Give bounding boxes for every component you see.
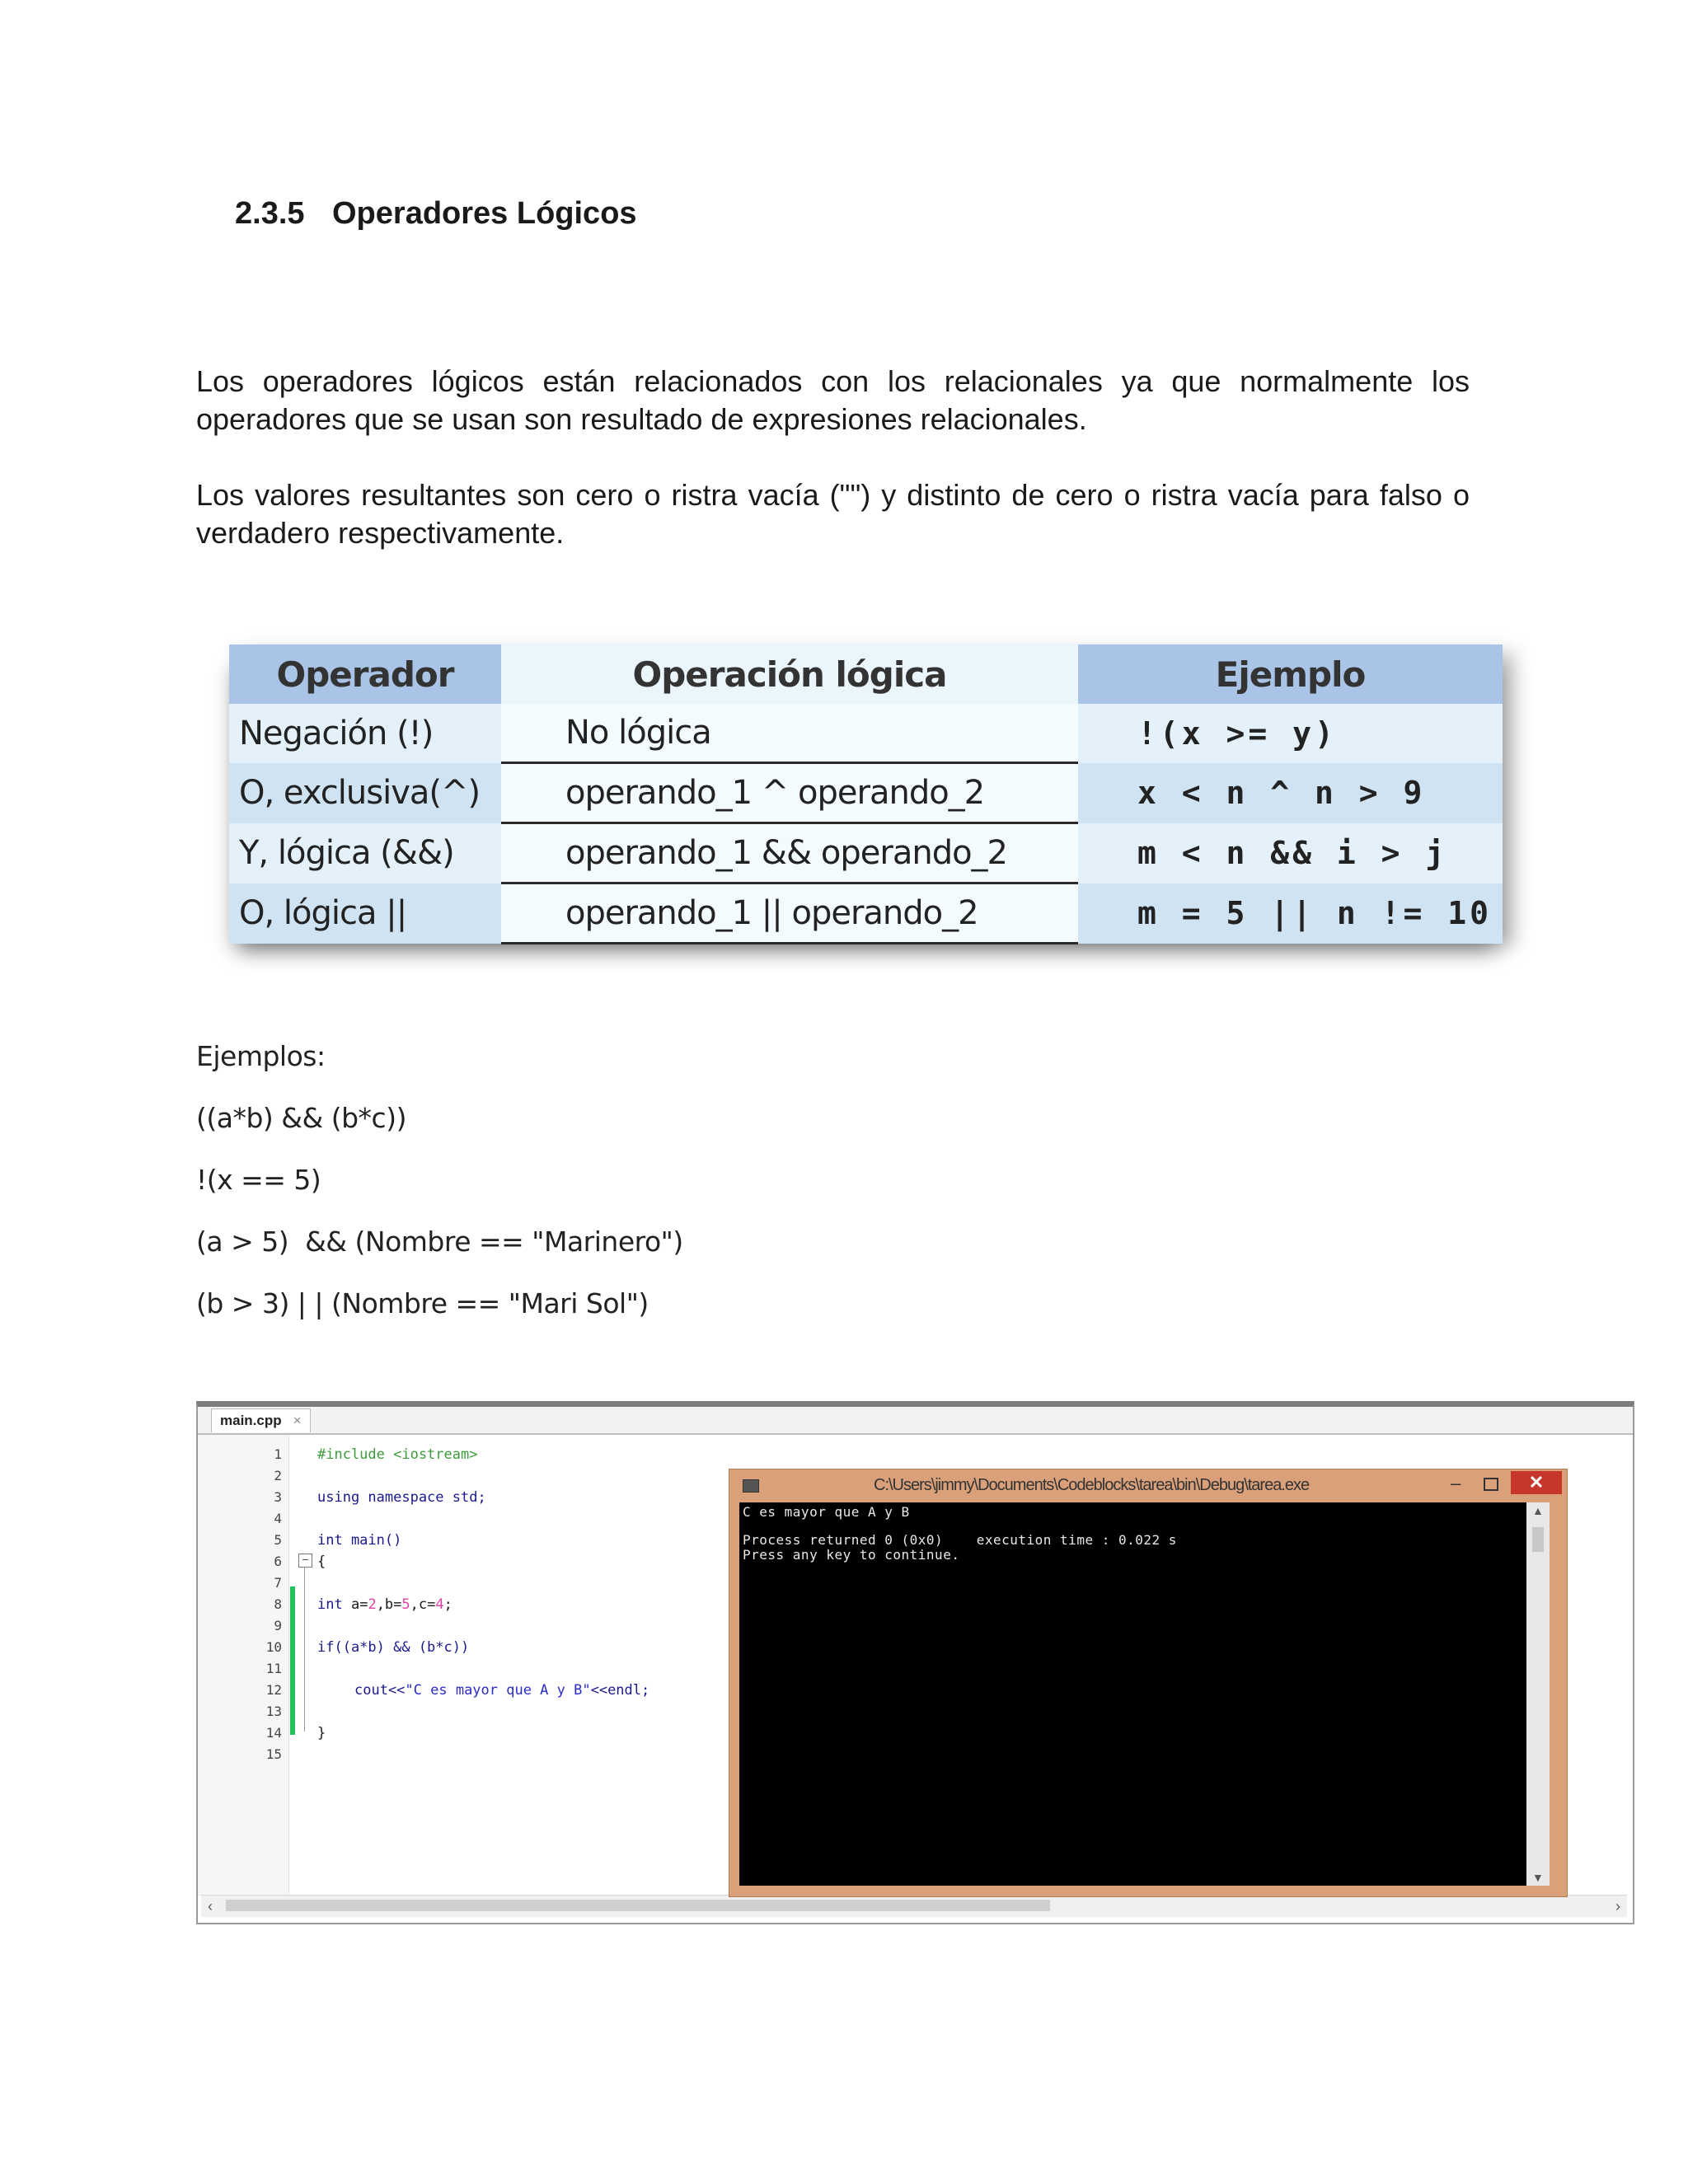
code-line: using namespace std; bbox=[317, 1489, 486, 1506]
console-line: Press any key to continue. bbox=[743, 1547, 960, 1563]
cell-operator: O, lógica || bbox=[229, 883, 501, 944]
table-row bbox=[229, 704, 1503, 763]
minimize-icon[interactable]: – bbox=[1451, 1473, 1461, 1493]
line-number: 13 bbox=[265, 1704, 282, 1719]
console-vertical-scrollbar[interactable] bbox=[1526, 1502, 1550, 1886]
cell-operator: Negación (!) bbox=[229, 704, 501, 763]
line-number: 11 bbox=[265, 1661, 282, 1676]
cell-example: m = 5 || n != 10 bbox=[1078, 883, 1503, 944]
close-icon[interactable]: × bbox=[293, 1413, 302, 1428]
code-line: { bbox=[317, 1554, 326, 1570]
code-line: #include <iostream> bbox=[317, 1446, 478, 1463]
cell-operation: operando_1 ^ operando_2 bbox=[501, 763, 1078, 823]
operator-table-figure bbox=[229, 644, 1503, 938]
line-number: 1 bbox=[274, 1446, 282, 1462]
scroll-right-icon[interactable]: › bbox=[1615, 1898, 1620, 1915]
editor-tab-label: main.cpp bbox=[220, 1413, 282, 1428]
paragraph-values: Los valores resultantes son cero o ristra vacía ("") y distinto de cero o ristra vacía para falso o verdadero respectivamente. bbox=[196, 478, 1470, 550]
close-window-button[interactable]: ✕ bbox=[1511, 1471, 1562, 1494]
code-line: } bbox=[317, 1725, 326, 1741]
line-number: 4 bbox=[274, 1511, 282, 1526]
ide-screenshot bbox=[196, 1401, 1634, 1924]
example-item: ((a*b) && (b*c)) bbox=[196, 1102, 406, 1134]
code-line: int main() bbox=[317, 1532, 402, 1549]
scroll-up-icon[interactable]: ▲ bbox=[1532, 1504, 1544, 1517]
console-line: C es mayor que A y B bbox=[743, 1504, 910, 1520]
cell-example: x < n ^ n > 9 bbox=[1078, 763, 1503, 823]
line-number: 14 bbox=[265, 1725, 282, 1741]
cell-example: !(x >= y) bbox=[1078, 704, 1503, 763]
line-number: 15 bbox=[265, 1746, 282, 1762]
line-number: 6 bbox=[274, 1554, 282, 1569]
maximize-icon[interactable] bbox=[1484, 1478, 1498, 1491]
examples-label: Ejemplos: bbox=[196, 1040, 326, 1072]
section-heading bbox=[235, 196, 637, 232]
scroll-down-icon[interactable]: ▼ bbox=[1532, 1871, 1544, 1884]
editor-tab-main-cpp[interactable] bbox=[211, 1408, 311, 1432]
header-operator: Operador bbox=[229, 644, 501, 704]
header-operation: Operación lógica bbox=[501, 644, 1078, 704]
example-item: (b > 3) | | (Nombre == "Mari Sol") bbox=[196, 1287, 649, 1319]
table-row bbox=[229, 763, 1503, 823]
console-app-icon bbox=[743, 1479, 759, 1493]
header-example: Ejemplo bbox=[1078, 644, 1503, 704]
code-line: int a=2,b=5,c=4; bbox=[317, 1596, 452, 1613]
cell-operation: operando_1 || operando_2 bbox=[501, 883, 1078, 944]
code-line: if((a*b) && (b*c)) bbox=[317, 1639, 470, 1656]
cell-example: m < n && i > j bbox=[1078, 823, 1503, 883]
console-window[interactable] bbox=[729, 1469, 1568, 1897]
line-number: 5 bbox=[274, 1532, 282, 1548]
table-header-row bbox=[229, 644, 1503, 704]
line-number: 2 bbox=[274, 1468, 282, 1483]
code-line: cout<<"C es mayor que A y B"<<endl; bbox=[354, 1682, 650, 1699]
horizontal-scrollbar[interactable] bbox=[201, 1895, 1627, 1917]
line-number: 7 bbox=[274, 1575, 282, 1591]
scroll-left-icon[interactable]: ‹ bbox=[208, 1898, 213, 1915]
console-title: C:\Users\jimmy\Documents\Codeblocks\tarea\bin\Debug\tarea.exe bbox=[874, 1476, 1310, 1494]
cell-operator: O, exclusiva(^) bbox=[229, 763, 501, 823]
changed-lines-marker bbox=[290, 1586, 295, 1735]
section-number: 2.3.5 bbox=[235, 196, 305, 231]
table-row bbox=[229, 883, 1503, 944]
line-number: 10 bbox=[265, 1639, 282, 1655]
console-output bbox=[739, 1502, 1526, 1886]
line-number: 9 bbox=[274, 1618, 282, 1633]
scrollbar-thumb[interactable] bbox=[226, 1900, 1050, 1911]
cell-operator: Y, lógica (&&) bbox=[229, 823, 501, 883]
example-item: !(x == 5) bbox=[196, 1164, 321, 1196]
table-row bbox=[229, 823, 1503, 883]
paragraph-intro: Los operadores lógicos están relacionados con los relacionales ya que normalmente los operadores que se usan son resultado de expresiones relacionales. bbox=[196, 364, 1470, 436]
scrollbar-thumb[interactable] bbox=[1532, 1527, 1544, 1552]
cell-operation: operando_1 && operando_2 bbox=[501, 823, 1078, 883]
line-number: 8 bbox=[274, 1596, 282, 1612]
console-line: Process returned 0 (0x0) execution time : 0.022 s bbox=[743, 1532, 1177, 1548]
section-title: Operadores Lógicos bbox=[332, 196, 637, 231]
line-number: 12 bbox=[265, 1682, 282, 1698]
cell-operation: No lógica bbox=[501, 704, 1078, 763]
operator-table bbox=[229, 644, 1503, 944]
editor-tabbar bbox=[198, 1407, 1633, 1435]
line-number-gutter bbox=[198, 1435, 289, 1896]
example-item: (a > 5) && (Nombre == "Marinero") bbox=[196, 1226, 683, 1258]
fold-collapse-icon[interactable]: − bbox=[298, 1554, 312, 1568]
fold-guide bbox=[304, 1567, 305, 1732]
line-number: 3 bbox=[274, 1489, 282, 1505]
